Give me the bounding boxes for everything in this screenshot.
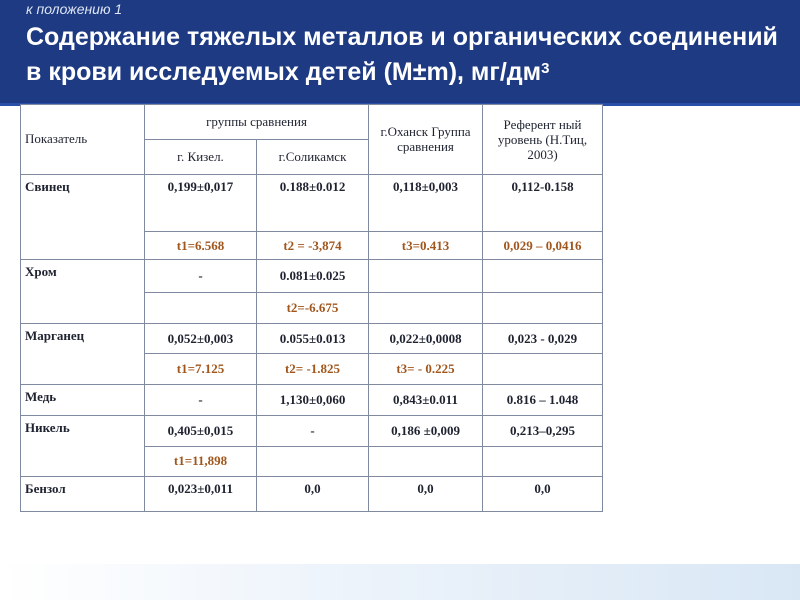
cell-reference: 0,213–0,295 bbox=[483, 415, 603, 446]
cell-t-solikamsk: t2 = -3,874 bbox=[257, 231, 369, 260]
cell-t-kizel bbox=[145, 293, 257, 324]
header-kizel: г. Кизел. bbox=[145, 139, 257, 174]
cell-solikamsk: 0,0 bbox=[257, 477, 369, 512]
row-label: Бензол bbox=[21, 477, 145, 512]
slide-title-text: Содержание тяжелых металлов и органических соединений в крови исследуемых детей (М±m), мг/дм bbox=[26, 23, 778, 86]
cell-kizel: 0,199±0,017 bbox=[145, 174, 257, 231]
cell-t-kizel: t1=7.125 bbox=[145, 354, 257, 385]
cell-t-reference bbox=[483, 293, 603, 324]
cell-t-solikamsk: t2= -1.825 bbox=[257, 354, 369, 385]
row-label: Никель bbox=[21, 415, 145, 476]
cell-kizel: 0,052±0,003 bbox=[145, 323, 257, 354]
footer-decoration bbox=[0, 564, 800, 600]
cell-reference bbox=[483, 260, 603, 293]
cell-solikamsk: 0.081±0.025 bbox=[257, 260, 369, 293]
cell-t-okhansk bbox=[369, 446, 483, 477]
table-row bbox=[21, 415, 603, 446]
cell-t-solikamsk: t2=-6.675 bbox=[257, 293, 369, 324]
header-indicator: Показатель bbox=[21, 105, 145, 175]
cell-t-reference: 0,029 – 0,0416 bbox=[483, 231, 603, 260]
table-row bbox=[21, 477, 603, 512]
header-solikamsk: г.Соликамск bbox=[257, 139, 369, 174]
table-row bbox=[21, 260, 603, 293]
cell-t-okhansk: t3= - 0.225 bbox=[369, 354, 483, 385]
data-table bbox=[20, 104, 603, 512]
cell-okhansk bbox=[369, 260, 483, 293]
table-row bbox=[21, 385, 603, 416]
cell-t-reference bbox=[483, 446, 603, 477]
cell-okhansk: 0,186 ±0,009 bbox=[369, 415, 483, 446]
cell-reference: 0,023 - 0,029 bbox=[483, 323, 603, 354]
cell-solikamsk: 1,130±0,060 bbox=[257, 385, 369, 416]
cell-reference: 0,0 bbox=[483, 477, 603, 512]
cell-t-okhansk bbox=[369, 293, 483, 324]
cell-t-kizel: t1=11,898 bbox=[145, 446, 257, 477]
cell-kizel: - bbox=[145, 385, 257, 416]
data-table-container bbox=[20, 104, 602, 512]
cell-solikamsk: - bbox=[257, 415, 369, 446]
cell-t-kizel: t1=6.568 bbox=[145, 231, 257, 260]
cell-t-reference bbox=[483, 354, 603, 385]
cell-solikamsk: 0.055±0.013 bbox=[257, 323, 369, 354]
row-label: Марганец bbox=[21, 323, 145, 384]
cell-solikamsk: 0.188±0.012 bbox=[257, 174, 369, 231]
slide-subtitle: к положению 1 bbox=[26, 1, 123, 17]
title-banner bbox=[0, 0, 800, 106]
cell-reference: 0.816 – 1.048 bbox=[483, 385, 603, 416]
cell-t-okhansk: t3=0.413 bbox=[369, 231, 483, 260]
cell-t-solikamsk bbox=[257, 446, 369, 477]
header-reference: Референт ный уровень (Н.Тиц, 2003) bbox=[483, 105, 603, 175]
header-comparison-groups: группы сравнения bbox=[145, 105, 369, 140]
header-okhansk: г.Оханск Группа сравнения bbox=[369, 105, 483, 175]
table-row bbox=[21, 174, 603, 231]
cell-kizel: - bbox=[145, 260, 257, 293]
row-label: Свинец bbox=[21, 174, 145, 260]
cell-okhansk: 0,022±0,0008 bbox=[369, 323, 483, 354]
cell-okhansk: 0,843±0.011 bbox=[369, 385, 483, 416]
slide-title-superscript: 3 bbox=[541, 60, 550, 77]
row-label: Медь bbox=[21, 385, 145, 416]
slide-title bbox=[26, 20, 796, 90]
cell-kizel: 0,405±0,015 bbox=[145, 415, 257, 446]
table-row bbox=[21, 323, 603, 354]
cell-reference: 0,112-0.158 bbox=[483, 174, 603, 231]
cell-okhansk: 0,0 bbox=[369, 477, 483, 512]
cell-kizel: 0,023±0,011 bbox=[145, 477, 257, 512]
row-label: Хром bbox=[21, 260, 145, 323]
cell-okhansk: 0,118±0,003 bbox=[369, 174, 483, 231]
